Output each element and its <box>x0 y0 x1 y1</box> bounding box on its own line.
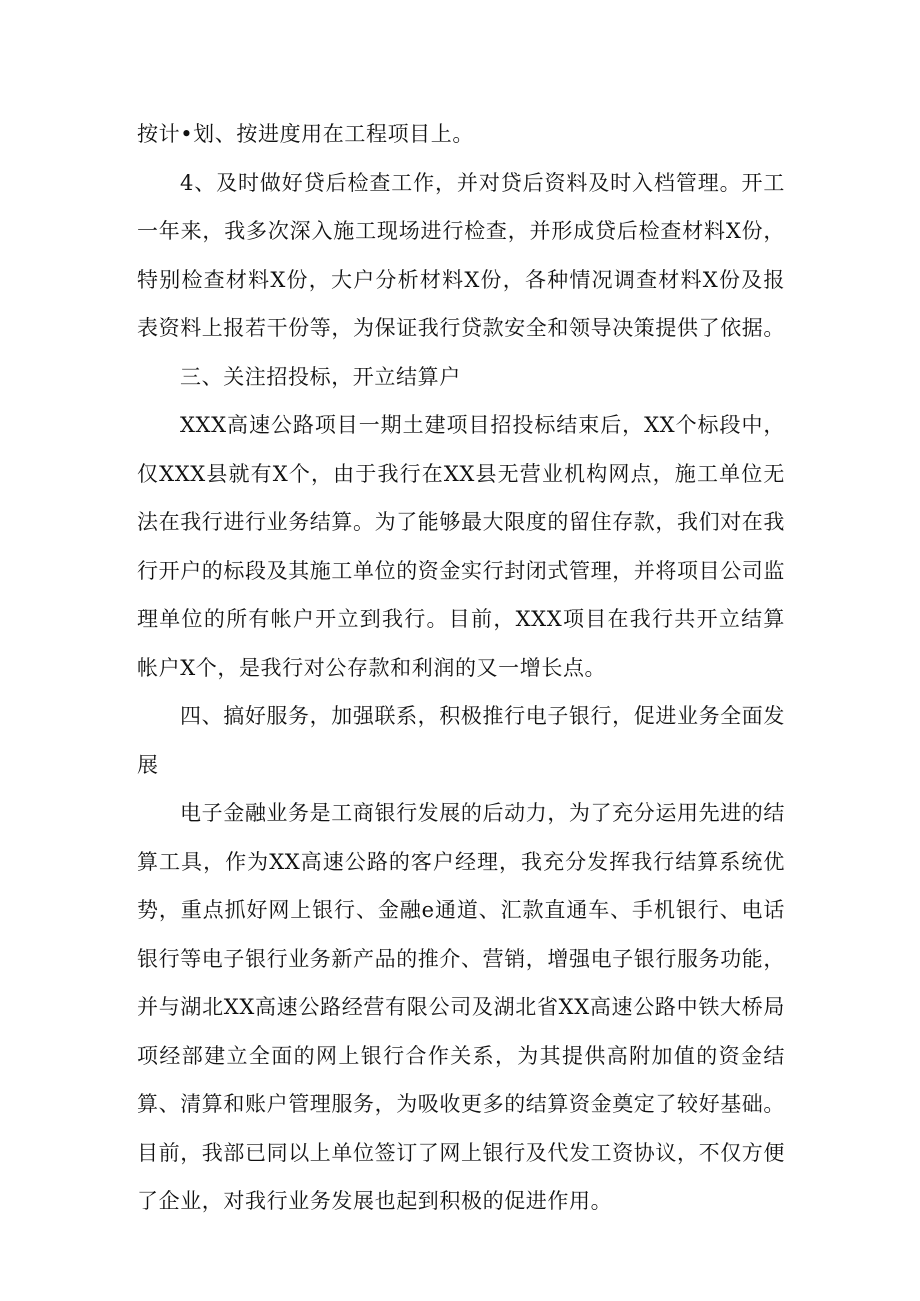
paragraph-continuation: 按计•划、按进度用在工程项目上。 <box>137 122 474 146</box>
document-body <box>137 110 785 1226</box>
section-heading-4: 四、搞好服务，加强联系，积极推行电子银行，促进业务全面发展 <box>137 704 785 777</box>
paragraph-bidding: XXX高速公路项目一期土建项目招投标结束后，XX个标段中，仅XXX县就有X个，由于我行在XX县无营业机构网点，施工单位无法在我行进行业务结算。为了能够最大限度的留住存款，我们对在我行开户的标段及其施工单位的资金实行封闭式管理，并将项目公司监理单位的所有帐户开立到我行。目前，XXX项目在我行共开立结算帐户X个，是我行对公存款和利润的又一增长点。 <box>137 413 785 680</box>
paragraph-e-banking: 电子金融业务是工商银行发展的后动力，为了充分运用先进的结算工具，作为XX高速公路的客户经理，我充分发挥我行结算系统优势，重点抓好网上银行、金融e通道、汇款直通车、手机银行、电话银行等电子银行业务新产品的推介、营销，增强电子银行服务功能，并与湖北XX高速公路经营有限公司及湖北省XX高速公路中铁大桥局项经部建立全面的网上银行合作关系，为其提供高附加值的资金结算、清算和账户管理服务，为吸收更多的结算资金奠定了较好基础。目前，我部已同以上单位签订了网上银行及代发工资协议，不仅方便了企业，对我行业务发展也起到积极的促进作用。 <box>137 801 785 1213</box>
paragraph-item-4: 4、及时做好贷后检查工作，并对贷后资料及时入档管理。开工一年来，我多次深入施工现场进行检查，并形成贷后检查材料X份，特别检查材料X份，大户分析材料X份，各种情况调查材料X份及报表资料上报若干份等，为保证我行贷款安全和领导决策提供了依据。 <box>137 170 785 340</box>
section-heading-3: 三、关注招投标，开立结算户 <box>180 364 461 389</box>
